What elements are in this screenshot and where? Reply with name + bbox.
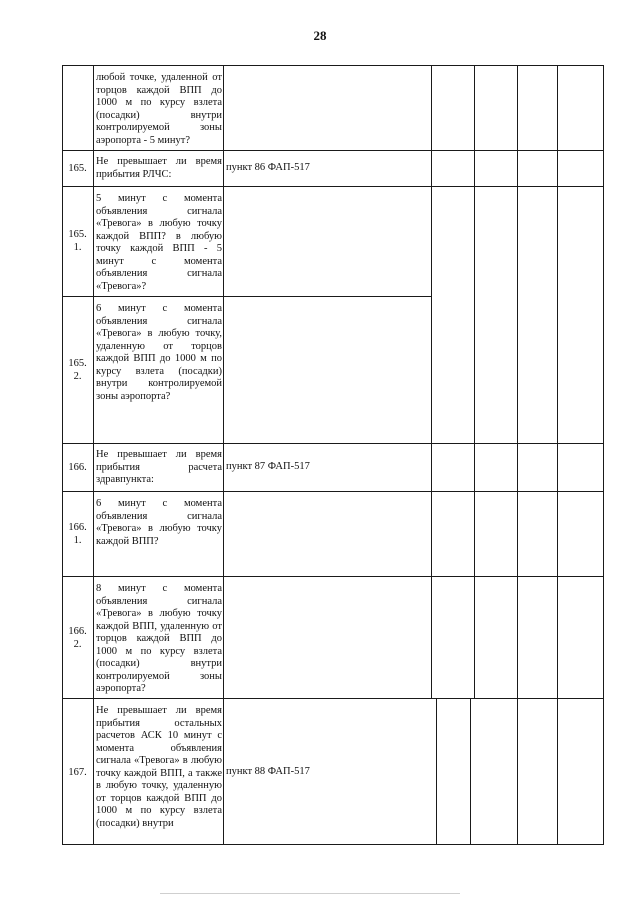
row-border xyxy=(62,844,604,845)
column-border xyxy=(557,65,558,845)
column-border xyxy=(62,65,63,845)
reference-cell: пункт 88 ФАП-517 xyxy=(226,766,310,777)
item-number: 166. 1. xyxy=(68,522,87,546)
row-border xyxy=(62,443,604,444)
question-cell: Не превышает ли время прибытия РЛЧС: xyxy=(96,156,222,180)
item-number: 166. 2. xyxy=(68,626,87,650)
question-cell: 6 минут с момента объявления сигнала «Тревога» в любую точку, удаленную от торцов каждой ВПП до 1000 м по курсу взлета (посадки) внутри контролируемой зоны аэропорта? xyxy=(96,303,222,402)
row-border xyxy=(62,576,604,577)
row-border xyxy=(62,491,604,492)
reference-cell: пункт 87 ФАП-517 xyxy=(226,461,310,472)
row-border xyxy=(62,186,604,187)
column-border xyxy=(93,65,94,845)
row-border xyxy=(62,150,604,151)
item-number: 165. 1. xyxy=(68,229,87,253)
question-cell: 5 минут с момента объявления сигнала «Тревога» в любую точку каждой ВПП? в любую точку каждой ВПП - 5 минут с момента объявления сигнала «Тревога»? xyxy=(96,193,222,292)
row-border xyxy=(62,698,604,699)
question-cell: Не превышает ли время прибытия остальных расчетов АСК 10 минут с момента объявления сигнала «Тревога» в любую точку каждой ВПП, а также в любую точку, удаленную от торцов каждой ВПП до 1000 м по курсу взлета (посадки) внутри xyxy=(96,705,222,829)
item-number: 166. xyxy=(68,462,87,473)
question-cell: Не превышает ли время прибытия расчета здравпункта: xyxy=(96,449,222,485)
item-number: 165. xyxy=(68,163,87,174)
question-cell: любой точке, удаленной от торцов каждой ВПП до 1000 м по курсу взлета (посадки) внутри контролируемой зоны аэропорта - 5 минут? xyxy=(96,72,222,146)
row-border xyxy=(62,296,432,297)
column-border xyxy=(603,65,604,845)
page-number: 28 xyxy=(313,28,327,43)
column-border xyxy=(470,698,471,845)
column-border xyxy=(436,698,437,845)
question-cell: 8 минут с момента объявления сигнала «Тревога» в любую точку каждой ВПП, удаленную от торцов каждой ВПП до 1000 м по курсу взлета (посадки) внутри контролируемой зоны аэропорта? xyxy=(96,583,222,694)
row-border xyxy=(62,65,604,66)
column-border xyxy=(223,65,224,845)
column-border xyxy=(474,65,475,698)
reference-cell: пункт 86 ФАП-517 xyxy=(226,162,310,173)
item-number: 165. 2. xyxy=(68,358,87,382)
column-border xyxy=(517,65,518,845)
question-cell: 6 минут с момента объявления сигнала «Тревога» в любую точку каждой ВПП? xyxy=(96,498,222,547)
scan-edge-line xyxy=(160,893,460,894)
item-number: 167. xyxy=(68,767,87,778)
column-border xyxy=(431,65,432,698)
